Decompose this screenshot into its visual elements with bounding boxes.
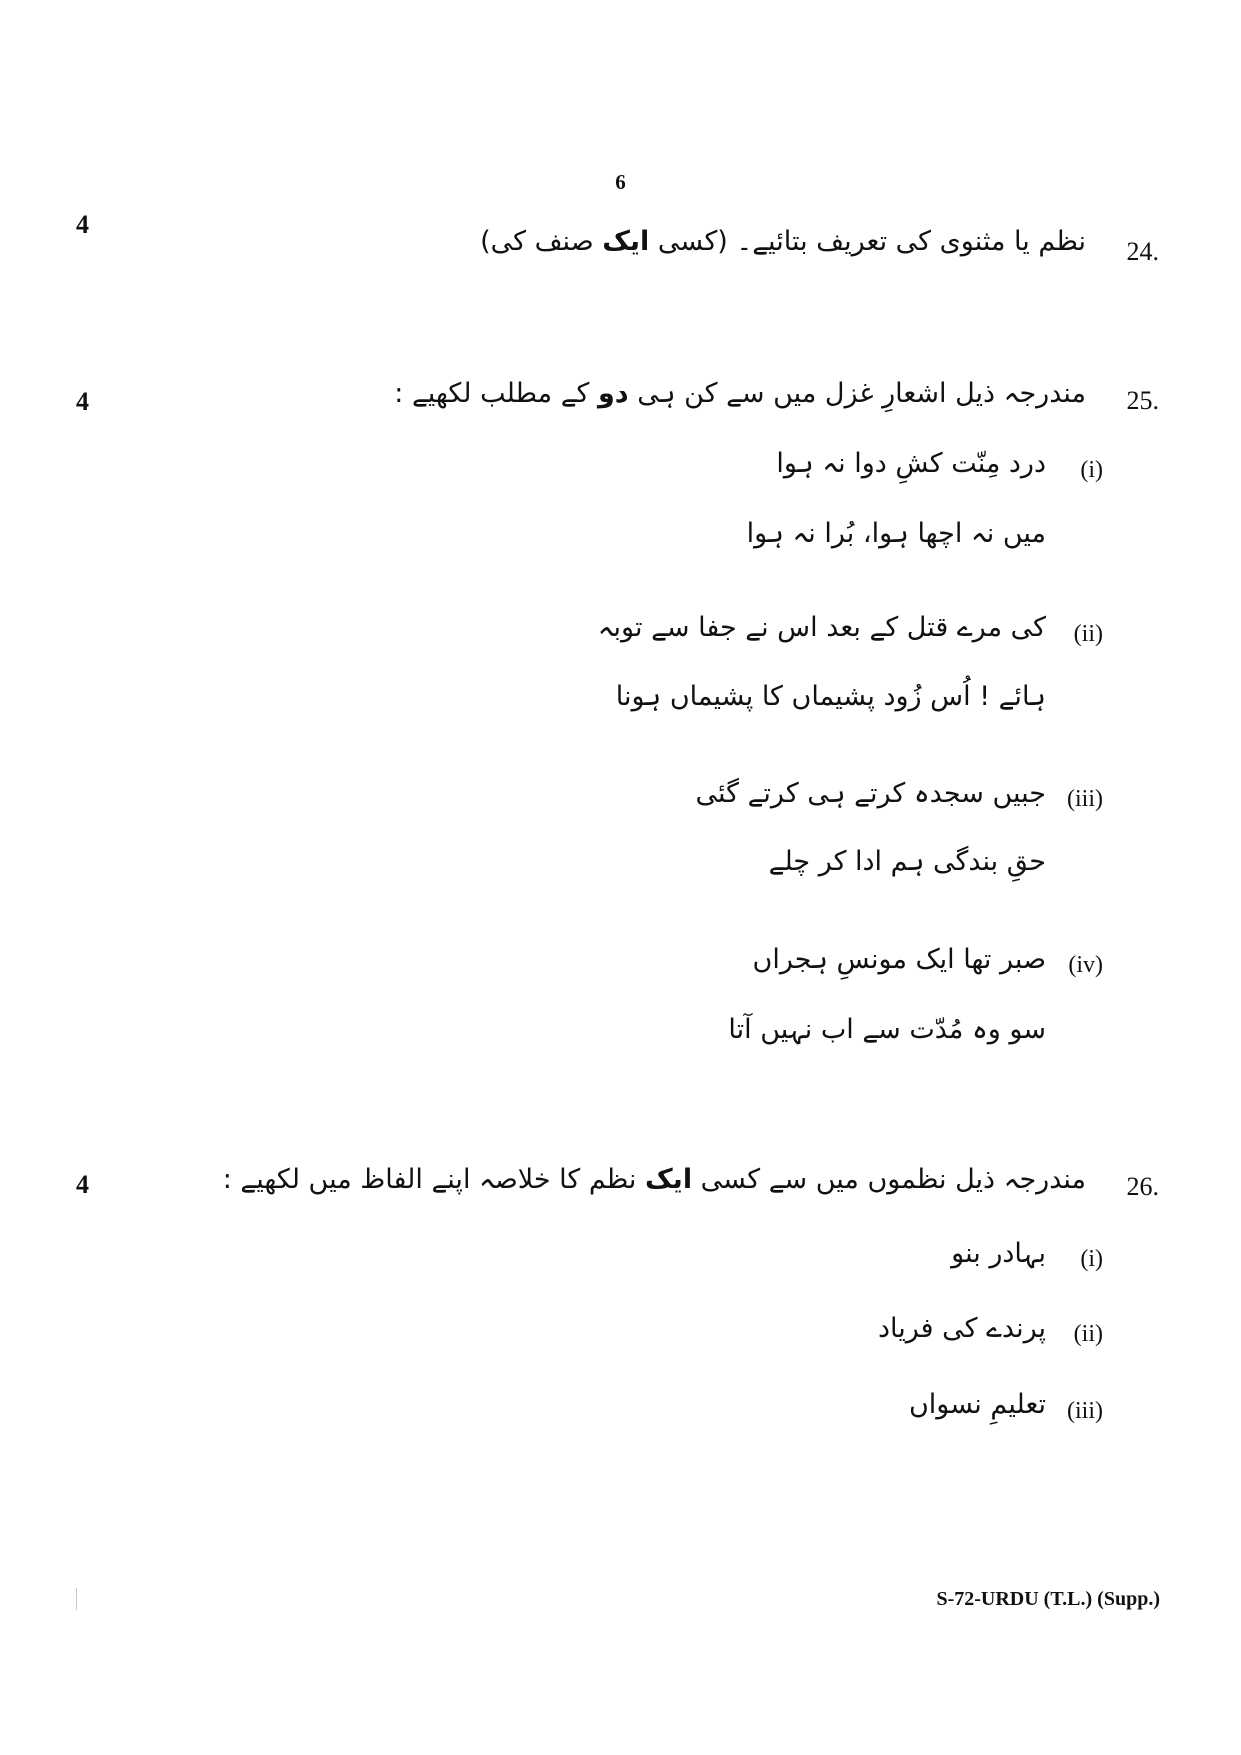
question-number-24: 24. — [1126, 237, 1159, 266]
marks-q26: 4 — [76, 1170, 89, 1199]
question-number-25: 25. — [1126, 386, 1159, 415]
marks-q24: 4 — [76, 210, 89, 239]
verse-line: میں نہ اچھا ہوا، بُرا نہ ہوا — [746, 518, 1046, 549]
question-25-emphasis: دو — [597, 378, 629, 409]
margin-mark — [76, 1588, 77, 1610]
question-25-text — [394, 378, 1086, 409]
poem-title: تعلیمِ نسواں — [908, 1389, 1046, 1420]
verse-line: جبیں سجدہ کرتے ہی کرتے گئی — [695, 778, 1046, 809]
question-26-text — [223, 1164, 1086, 1195]
question-24-text-part: صنف کی) — [480, 226, 603, 257]
poem-title: بہادر بنو — [951, 1238, 1046, 1269]
question-24-emphasis: ایک — [602, 226, 650, 257]
poem-label: (iii) — [1067, 1398, 1103, 1424]
paper-code: S-72-URDU (T.L.) (Supp.) — [936, 1588, 1160, 1610]
question-25-text-part: مندرجہ ذیل اشعارِ غزل میں سے کن ہی — [628, 378, 1086, 409]
poem-title: پرندے کی فریاد — [877, 1313, 1046, 1344]
question-26-emphasis: ایک — [645, 1164, 693, 1195]
verse-label: (iii) — [1067, 786, 1103, 812]
poem-label: (i) — [1080, 1246, 1103, 1272]
question-26-text-part: نظم کا خلاصہ اپنے الفاظ میں لکھیے : — [222, 1164, 646, 1195]
question-number-26: 26. — [1126, 1172, 1159, 1201]
question-24-text — [480, 226, 1086, 257]
verse-line: سو وہ مُدّت سے اب نہیں آتا — [728, 1014, 1046, 1045]
verse-line: کی مرے قتل کے بعد اس نے جفا سے توبہ — [597, 612, 1046, 643]
verse-label: (i) — [1080, 457, 1103, 483]
verse-label: (iv) — [1068, 952, 1103, 978]
verse-line: صبر تھا ایک مونسِ ہجراں — [752, 944, 1046, 975]
verse-line: ہائے ! اُس زُود پشیماں کا پشیماں ہونا — [615, 681, 1046, 712]
question-26-text-part: مندرجہ ذیل نظموں میں سے کسی — [692, 1164, 1086, 1195]
question-25-text-part: کے مطلب لکھیے : — [394, 378, 598, 409]
verse-line: درد مِنّت کشِ دوا نہ ہوا — [776, 448, 1046, 479]
verse-line: حقِ بندگی ہم ادا کر چلے — [768, 846, 1046, 877]
marks-q25: 4 — [76, 387, 89, 416]
page-number: 6 — [615, 170, 626, 194]
question-24-text-part: نظم یا مثنوی کی تعریف بتائیے۔ (کسی — [649, 226, 1086, 257]
verse-label: (ii) — [1073, 621, 1103, 647]
poem-label: (ii) — [1073, 1321, 1103, 1347]
